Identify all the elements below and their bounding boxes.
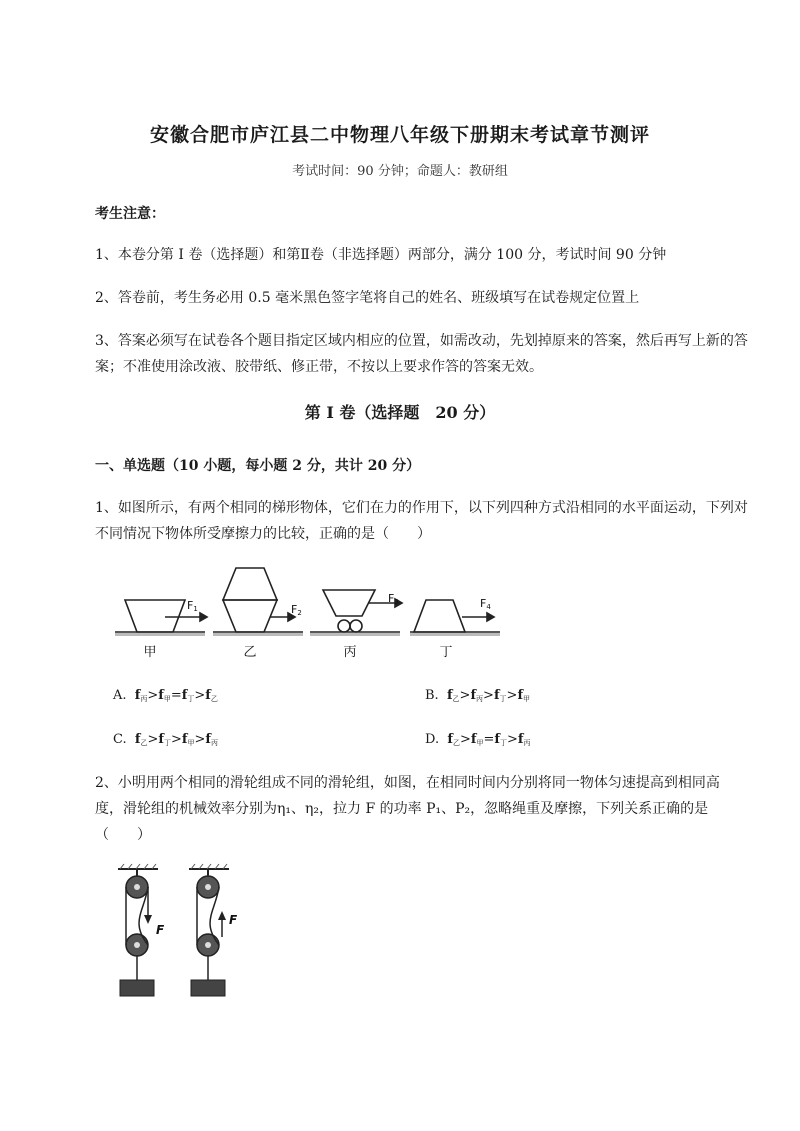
question-2-line-2: 度，滑轮组的机械效率分别为η₁、η₂，拉力 F 的功率 P₁、P₂，忽略绳重及摩擦，下列关系正确的是 [95, 801, 709, 817]
trapezoid-yi-top [223, 568, 277, 600]
question-1-figure [110, 560, 510, 665]
notice-item-2: 2、答卷前，考生务必用 0.5 毫米黑色签字笔将自己的姓名、班级填写在试卷规定位置上 [95, 290, 640, 306]
pulley-system-2 [189, 864, 238, 996]
force-label-f2: F2 [291, 603, 302, 617]
roller-left [338, 620, 350, 632]
down-arrow-icon [144, 915, 152, 924]
part-heading: 一、单选题（10 小题，每小题 2 分，共计 20 分） [95, 458, 421, 474]
arrow-head-f4 [487, 613, 494, 621]
option-c[interactable]: C. $f_乙>f_丁>f_甲>f_丙$ [113, 732, 218, 747]
trapezoid-jia [125, 600, 185, 632]
notice-heading: 考生注意： [95, 206, 165, 222]
trapezoid-ding [414, 600, 465, 632]
option-b[interactable]: B. $f_乙>f_丙>f_丁>f_甲$ [425, 688, 531, 703]
arrow-head-f1 [200, 613, 207, 621]
force-label-1: F [156, 923, 165, 937]
figure-label-yi: 乙 [243, 645, 257, 660]
ground-hatch-jia [115, 633, 205, 636]
force-label-f4: F4 [480, 597, 491, 611]
section-title: 第 I 卷（选择题 20 分） [304, 403, 496, 422]
notice-item-1: 1、本卷分第 I 卷（选择题）和第Ⅱ卷（非选择题）两部分，满分 100 分，考试时间 90 分钟 [95, 247, 667, 263]
force-label-f3: F3 [388, 592, 399, 606]
figure-label-jia: 甲 [143, 645, 157, 660]
figure-label-ding: 丁 [439, 645, 453, 660]
pulley-system-1 [118, 864, 165, 996]
ground-hatch-bing [310, 633, 400, 636]
ground-hatch-yi [213, 633, 303, 636]
option-a[interactable]: A. $f_丙>f_甲=f_丁>f_乙$ [113, 688, 218, 703]
force-label-f1: F1 [187, 599, 198, 613]
option-d[interactable]: D. $f_乙>f_甲=f_丁>f_丙$ [425, 732, 531, 747]
question-2-line-3: （ ） [95, 827, 151, 843]
figure-label-bing: 丙 [343, 645, 357, 660]
ground-hatch-ding [410, 633, 500, 636]
notice-item-3: 3、答案必须写在试卷各个题目指定区域内相应的位置，如需改动，先划掉原来的答案，然后再写上新的答案；不准使用涂改液、胶带纸、修正带，不按以上要求作答的答案无效。 [95, 333, 748, 375]
question-2-figure [110, 862, 260, 1007]
up-arrow-icon [218, 911, 226, 920]
weight-block-2 [191, 980, 225, 996]
roller-right [350, 620, 362, 632]
force-label-2: F [229, 913, 238, 927]
trapezoid-bing [323, 590, 375, 616]
weight-block-1 [120, 980, 154, 996]
exam-info: 考试时间：90 分钟；命题人：教研组 [292, 164, 508, 179]
question-1-text: 1、如图所示，有两个相同的梯形物体，它们在力的作用下，以下列四种方式沿相同的水平面运动，下列对不同情况下物体所受摩擦力的比较，正确的是（ ） [95, 500, 748, 542]
question-2-line-1: 2、小明用两个相同的滑轮组成不同的滑轮组，如图，在相同时间内分别将同一物体匀速提高到相同高 [95, 775, 720, 791]
trapezoid-yi-bottom [223, 600, 277, 632]
page-title: 安徽合肥市庐江县二中物理八年级下册期末考试章节测评 [149, 124, 650, 146]
